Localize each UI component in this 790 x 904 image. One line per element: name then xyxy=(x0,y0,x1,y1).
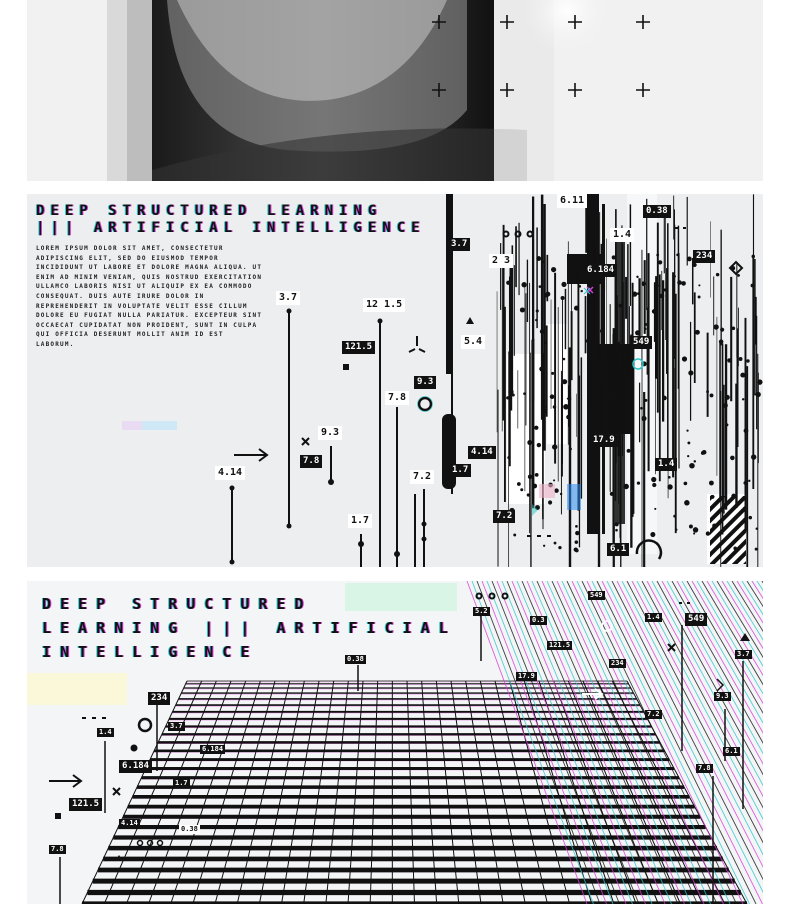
glitch-dot xyxy=(720,328,724,332)
glitch-dot xyxy=(624,362,626,364)
glitch-dot xyxy=(746,359,749,362)
value-tag: 6.184 xyxy=(119,760,152,773)
glitch-dot xyxy=(535,319,537,321)
glitch-dot xyxy=(687,455,689,457)
value-tag: 0.38 xyxy=(643,205,671,218)
value-tag: 4.14 xyxy=(121,819,138,827)
value-tag: 549 xyxy=(590,591,603,599)
glitch-dot xyxy=(527,440,532,445)
glitch-dot xyxy=(551,372,554,375)
glitch-dot xyxy=(651,477,656,482)
glitch-dot xyxy=(637,481,640,484)
value-tag: 3.7 xyxy=(737,650,750,658)
glitch-dot xyxy=(641,416,646,421)
glitch-dot xyxy=(644,399,647,402)
glitch-dot xyxy=(740,373,745,378)
glitch-dot xyxy=(540,329,544,333)
value-tag: 6.184 xyxy=(584,264,617,277)
glitch-dot xyxy=(554,542,557,545)
glitch-dot xyxy=(641,281,646,286)
glitch-dot xyxy=(658,285,660,287)
value-tag: 9.3 xyxy=(414,376,436,389)
circles-row xyxy=(138,841,163,846)
value-tag: 0.3 xyxy=(532,616,545,624)
value-tag: 1.4 xyxy=(647,613,660,621)
glitch-dot xyxy=(569,398,571,400)
ring-marker xyxy=(419,398,431,410)
value-label: 7.8 xyxy=(385,391,409,405)
striped-block xyxy=(710,496,746,564)
glitch-dot xyxy=(668,476,671,479)
value-tag: 7.2 xyxy=(493,510,515,523)
glitch-dot xyxy=(644,328,647,331)
top-artwork-panel xyxy=(27,0,763,181)
glitch-dot xyxy=(709,481,714,486)
glitch-dot xyxy=(725,395,730,400)
glitch-dot xyxy=(687,256,692,261)
value-tag: 6.184 xyxy=(202,745,224,753)
glitch-dot xyxy=(561,282,566,287)
value-tag: 3.7 xyxy=(448,238,470,251)
glitch-dot xyxy=(713,324,718,329)
glitch-dot xyxy=(563,404,569,410)
glitch-dot xyxy=(575,531,579,535)
glitch-dot xyxy=(716,273,720,277)
glitch-dot xyxy=(627,449,631,453)
value-label: 2 3 xyxy=(489,254,513,268)
value-tag: 17.9 xyxy=(518,672,535,680)
glitch-dot xyxy=(551,267,556,272)
glitch-dot xyxy=(563,358,566,361)
value-tag: 5.2 xyxy=(475,607,488,615)
glitch-dot xyxy=(756,527,758,529)
glitch-dot xyxy=(730,456,735,461)
glitch-dot xyxy=(684,482,688,486)
glitch-dot xyxy=(558,546,561,549)
value-tag: 549 xyxy=(630,336,652,349)
glitch-dot xyxy=(553,405,556,408)
glitch-dot xyxy=(755,392,760,397)
glitch-dot xyxy=(662,396,667,401)
value-label: 12 1.5 xyxy=(363,298,405,312)
value-tag: 7.2 xyxy=(647,710,660,718)
glitch-dot xyxy=(755,548,758,551)
glitch-dot xyxy=(706,531,710,535)
top-artwork xyxy=(27,0,763,181)
glitch-dot xyxy=(693,532,695,534)
glitch-dot xyxy=(654,508,656,510)
glitch-dot xyxy=(589,462,593,466)
glitch-dot xyxy=(667,484,672,489)
glitch-dot xyxy=(513,534,516,537)
close-icon xyxy=(668,644,675,651)
value-tag: 234 xyxy=(693,250,715,263)
body-paragraph: LOREM IPSUM DOLOR SIT AMET, CONSECTETUR ADIPISCING ELIT, SED DO EIUSMOD TEMPOR INCIDIDUNT UT LABORE ET DOLORE MAGNA ALIQUA. UT ENIM AD MINIM VENIAM, QUIS NOSTRUD EXERCITATION ULLAMCO LABORIS NISI UT ALIQUIP EX EA COMMODO CONSEQUAT. DUIS AUTE IRURE DOLOR IN REPREHENDERIT IN VOLUPTATE VELIT ESSE CILLUM DOLORE EU FUGIAT NULLA PARIATUR. EXCEPTEUR SINT OCCAECAT CUPIDATAT NON PROIDENT, SUNT IN CULPA QUI OFFICIA DESERUNT MOLLIT ANIM ID EST LABORUM. xyxy=(36,245,263,348)
glitch-dot xyxy=(664,288,667,291)
glitch-dot xyxy=(577,258,580,261)
glitch-dot xyxy=(593,462,595,464)
glitch-dot xyxy=(517,482,521,486)
glitch-dot xyxy=(532,484,537,489)
headline-line-3: INTELLIGENCE xyxy=(42,643,259,661)
value-label: 5.4 xyxy=(461,335,485,349)
value-label: 9.3 xyxy=(318,426,342,440)
glitch-dot xyxy=(580,290,582,292)
glitch-dot xyxy=(719,339,724,344)
glitch-dot xyxy=(615,529,618,532)
glitch-dot xyxy=(553,479,555,481)
value-tag: 1.7 xyxy=(449,464,471,477)
diagonal-line xyxy=(692,581,763,904)
glitch-dot xyxy=(732,326,736,330)
glitch-dot xyxy=(723,403,728,408)
value-tag: 4.14 xyxy=(468,446,496,459)
glitch-dot xyxy=(615,522,619,526)
bottom-artwork-panel xyxy=(27,581,763,904)
glitch-dot xyxy=(569,448,572,451)
value-tag: 1.4 xyxy=(99,728,112,736)
glitch-dot xyxy=(677,280,682,285)
value-tag: 121.5 xyxy=(342,341,375,354)
glitch-dot xyxy=(609,392,614,397)
value-tag: 234 xyxy=(148,692,170,705)
value-tag: 234 xyxy=(611,659,624,667)
glitch-dot xyxy=(748,480,750,482)
square-marker xyxy=(55,813,61,819)
glitch-dot xyxy=(612,423,615,426)
value-tag: 121.5 xyxy=(69,798,102,811)
glitch-dot xyxy=(506,281,510,285)
tri-marker xyxy=(409,336,425,352)
glitch-dot xyxy=(566,415,570,419)
glitch-dot xyxy=(520,307,525,312)
glitch-dot xyxy=(692,263,696,267)
close-icon xyxy=(113,788,120,795)
glitch-dot xyxy=(673,515,676,518)
holo-glitch xyxy=(567,484,581,510)
glitch-dot xyxy=(528,474,533,479)
glitch-dot xyxy=(521,282,526,287)
glitch-dot xyxy=(739,357,743,361)
value-tag: 7.8 xyxy=(300,455,322,468)
glitch-dot xyxy=(632,292,637,297)
triangle-marker xyxy=(466,317,474,324)
value-tag: 0.38 xyxy=(347,655,364,663)
headline-line-2: ||| ARTIFICIAL INTELLIGENCE xyxy=(36,220,426,236)
glitch-dot xyxy=(749,516,753,520)
glitch-dot xyxy=(710,393,714,397)
holo-bar xyxy=(122,421,142,430)
glitch-dot xyxy=(644,323,647,326)
glitch-dot xyxy=(693,527,698,532)
dot-marker xyxy=(131,745,138,752)
glitch-dot xyxy=(689,525,693,529)
value-tag: 7.8 xyxy=(698,764,711,772)
headline-line-1: DEEP STRUCTURED LEARNING xyxy=(36,203,383,219)
value-tag: 1.7 xyxy=(175,779,188,787)
glitch-dot xyxy=(508,389,513,394)
glitch-dot xyxy=(579,285,582,288)
glitch-dot xyxy=(541,408,547,414)
glitch-dot xyxy=(548,500,552,504)
diagonal-line xyxy=(747,581,763,904)
glitch-dot xyxy=(684,500,689,505)
glitch-dot xyxy=(520,488,523,491)
glitch-dot xyxy=(681,281,686,286)
glitch-dot xyxy=(550,394,555,399)
glitch-dot xyxy=(637,292,640,295)
glitch-dot xyxy=(544,341,547,344)
value-tag: 0.38 xyxy=(181,825,198,833)
arrow-right-icon xyxy=(49,775,81,787)
value-tag: 17.9 xyxy=(590,434,618,447)
glitch-dot xyxy=(506,396,509,399)
glitch-dot xyxy=(751,255,755,259)
glitch-dot xyxy=(757,379,762,384)
glitch-dot xyxy=(536,309,539,312)
glitch-dot xyxy=(725,423,728,426)
diagonal-line xyxy=(672,581,763,904)
value-tag: 3.7 xyxy=(170,722,183,730)
glitch-dot xyxy=(545,406,547,408)
gray-strip xyxy=(127,0,155,181)
glitch-dot xyxy=(536,256,541,261)
glitch-dot xyxy=(575,525,578,528)
glitch-dot xyxy=(682,356,687,361)
value-tag: 549 xyxy=(685,613,707,626)
value-tag: 6.1 xyxy=(725,747,738,755)
glitch-dot xyxy=(701,451,705,455)
glitch-dot xyxy=(574,306,579,311)
glitch-dot xyxy=(640,407,643,410)
glitch-dot xyxy=(552,444,557,449)
glitch-dot xyxy=(689,463,695,469)
diagonal-line xyxy=(732,581,763,904)
glitch-dot xyxy=(545,295,548,298)
glitch-dot xyxy=(561,296,565,300)
headline-line-2: LEARNING ||| ARTIFICIAL xyxy=(42,619,457,637)
glitch-dot xyxy=(737,274,740,277)
vertical-pole xyxy=(446,194,453,374)
value-tag: 6.1 xyxy=(607,543,629,556)
glitch-dot xyxy=(650,532,655,537)
triangle-marker xyxy=(740,633,750,641)
glitch-dot xyxy=(674,275,676,277)
glitch-dot xyxy=(727,358,731,362)
glitch-dot xyxy=(534,426,538,430)
value-tag: 9.3 xyxy=(716,692,729,700)
glitch-dot xyxy=(652,309,657,314)
glitch-dot xyxy=(676,254,679,257)
glitch-dot xyxy=(751,284,755,288)
close-icon xyxy=(302,438,309,445)
glitch-dot xyxy=(660,294,665,299)
perspective-grid xyxy=(27,581,763,904)
glitch-dot xyxy=(537,443,541,447)
glitch-dot xyxy=(744,428,749,433)
glitch-dot xyxy=(594,258,597,261)
glitch-dot xyxy=(535,473,539,477)
glitch-dot xyxy=(589,405,594,410)
value-label: 4.14 xyxy=(215,466,245,480)
glitch-dot xyxy=(527,493,530,496)
value-tag: 1.4 xyxy=(655,458,677,471)
glitch-dot xyxy=(562,379,567,384)
glitch-dot xyxy=(619,304,623,308)
middle-artwork-panel xyxy=(27,194,763,567)
glitch-dot xyxy=(567,398,569,400)
glitch-dot xyxy=(543,545,545,547)
glitch-dot xyxy=(575,540,579,544)
glitch-dot xyxy=(523,392,526,395)
glitch-dot xyxy=(636,276,638,278)
glitch-dot xyxy=(652,483,656,487)
glitch-dot xyxy=(656,254,659,257)
glitch-dot xyxy=(539,285,542,288)
glitch-dot xyxy=(560,493,562,495)
glitch-dot xyxy=(695,330,700,335)
glitch-dot xyxy=(698,284,700,286)
holo-glitch xyxy=(539,484,555,498)
glitch-dot xyxy=(686,430,688,432)
glitch-dot xyxy=(635,330,640,335)
glitch-dot xyxy=(688,370,693,375)
glitch-dot xyxy=(623,484,628,489)
circles-row xyxy=(477,594,508,599)
data-visual xyxy=(27,194,763,567)
glitch-dot xyxy=(542,261,545,264)
glitch-dot xyxy=(593,426,596,429)
glitch-dot xyxy=(675,529,677,531)
glitch-dot xyxy=(658,260,662,264)
ring-marker xyxy=(139,719,151,731)
glitch-dot xyxy=(574,547,578,551)
headline-line-1: DEEP STRUCTURED xyxy=(42,595,313,613)
glitch-dot xyxy=(706,390,709,393)
value-label: 1.7 xyxy=(348,514,372,528)
glitch-dot xyxy=(539,367,544,372)
value-label: 7.2 xyxy=(410,470,434,484)
glitch-dot xyxy=(743,481,746,484)
value-label: 3.7 xyxy=(276,291,300,305)
glitch-dot xyxy=(687,441,690,444)
pole-bulge xyxy=(442,414,456,489)
glitch-dot xyxy=(600,329,604,333)
arrow-right-icon xyxy=(234,449,267,461)
value-tag: 7.8 xyxy=(51,845,64,853)
value-label: 1.4 xyxy=(610,228,634,242)
circles-row xyxy=(504,232,533,237)
value-tag: 121.5 xyxy=(549,641,571,649)
glitch-dot xyxy=(610,492,614,496)
glitch-dot xyxy=(507,456,510,459)
glitch-dot xyxy=(586,339,590,343)
glitch-dot xyxy=(742,398,744,400)
glitch-dot xyxy=(694,460,696,462)
square-marker xyxy=(343,364,349,370)
glitch-dot xyxy=(751,454,756,459)
glitch-dot xyxy=(612,255,616,259)
value-label: 6.11 xyxy=(557,194,587,208)
glitch-dot xyxy=(698,296,701,299)
